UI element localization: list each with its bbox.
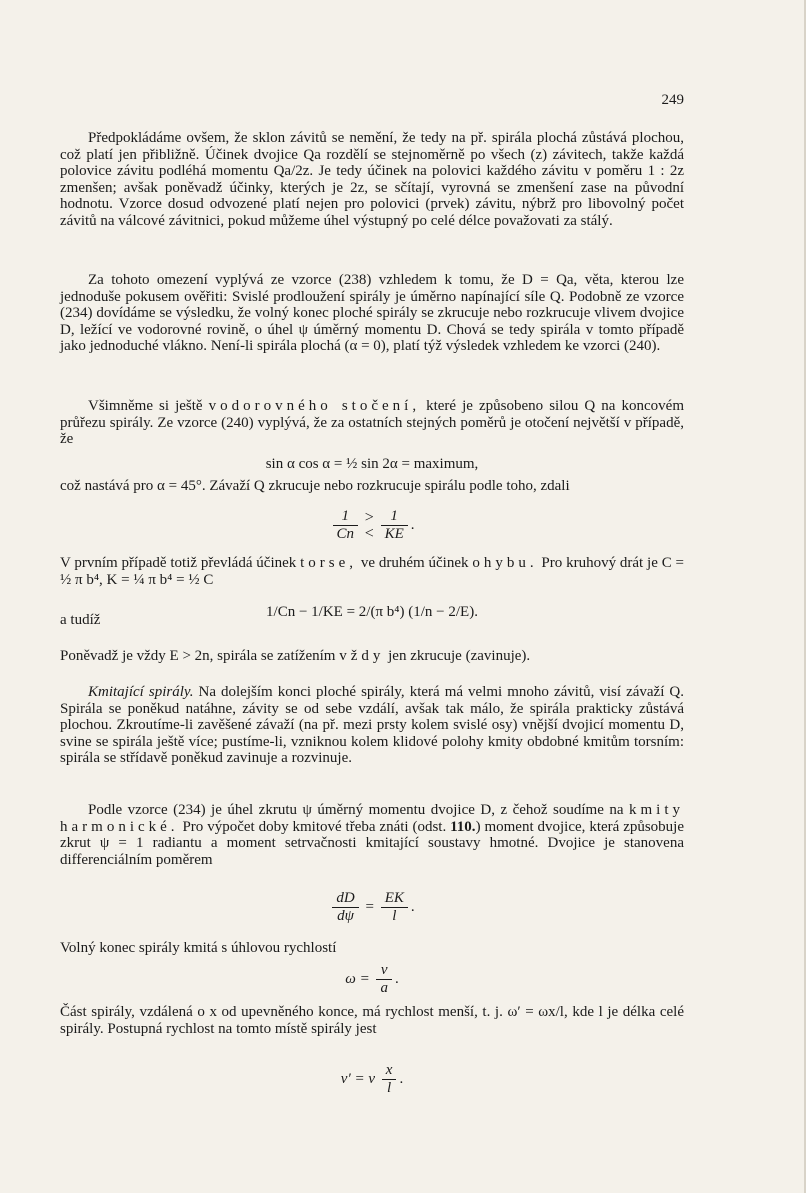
paragraph-9 [60,802,684,868]
numerator: EK [381,890,408,908]
numerator: x [382,1062,397,1080]
paragraph-7-end: jen zkrucuje (zavinuje). [388,648,531,664]
paragraph-8 [60,684,684,767]
equation-left: v′ = v [340,1070,376,1087]
paragraph-8-body: Na dolejším konci ploché spirály, která má velmi mnoho závitů, visí závaží Q. Spirála se poněkud natáhne, závity se od sebe vzdálí, avšak tak málo, že spirála prakticky zůstává plochou. Zkroutíme-li zavěšené závaží (na př. mezi prsty kolem svislé osy) vnější dvojicí momentu D, svine se spirála ještě více; pustíme-li, vzniknou kolem klidové polohy kmity obdobné kmitům torsním: spirála se střídavě poněkud zavinuje a rozvinuje. [60,684,684,767]
spaced-term-horizontal-twist: vodorovného stočení, [208,398,421,414]
numerator: 1 [333,508,359,526]
fraction-EK-l [381,890,408,925]
denominator: a [380,980,388,996]
paragraph-9-end: ) moment dvojice, která způsobuje zkrut ψ = 1 radiantu a moment setrvačnosti kmitající soustavy hmotné. Dvojice je stanovena differenciálním poměrem [60,818,685,868]
spaced-term-harmonic: kmity harmonické. [60,802,684,835]
spaced-term-always: vždy [339,648,385,664]
section-reference: 110. [450,818,476,835]
paragraph-11: Část spirály, vzdálená o x od upevněného konce, má rychlost menší, t. j. ω′ = ωx/l, kde l je délka celé spirály. Postupná rychlost na tomto místě spirály jest [60,1004,684,1037]
equation-left: ω = [345,970,370,987]
denominator: Cn [336,526,355,542]
equation-differential: $\frac{dD}{d\psi}$ = $\frac{EK}{l}$ . [60,890,684,925]
numerator: dD [332,890,358,908]
paragraph-5 [60,555,684,588]
numerator: v [376,962,392,980]
paragraph-7 [60,648,684,665]
numerator: 1 [381,508,408,526]
paragraph-9-mid: Pro výpočet doby kmitové třeba znáti (odst. [182,818,447,835]
page-number: 249 [661,92,684,108]
paragraph-1: Předpokládáme ovšem, že sklon závitů se nemění, že tedy na př. spirála plochá zůstává plochou, což platí jen přibližně. Účinek dvojice Qa rozdělí se stejnoměrně po všech (z) závitech, takže každá polovice závitu podléhá momentu Qa/2z. Je tedy účinek na polovici každého závitu v poměru 1 : 2z zmenšen; avšak poněvadž účinky, kterých je 2z, se sčítají, vyrovná se zmenšení zase na původní hodnotu. Vzorce dosud odvozené platí nejen pro polovici (prvek) závitu, nýbrž pro libovolný počet závitů na válcové závitnici, pokud můžeme úhel výstupný po celé délce považovati za stálý. [60,130,684,229]
fraction-1-over-cn [333,508,359,543]
paragraph-10: Volný konec spirály kmitá s úhlovou rychlostí [60,940,337,956]
equation-velocity: v′ = v $\frac{x}{l}$ . [340,1062,404,1096]
relation-symbols [365,510,374,542]
paragraph-9-start: Podle vzorce (234) je úhel zkrutu ψ úměrný momentu dvojice D, z čehož soudíme na [88,802,624,818]
less-than: < [364,524,374,542]
spaced-term-bending: ohybu. [472,555,538,571]
greater-than: > [364,508,374,526]
label-a-tudiz: a tudíž [60,612,101,628]
paragraph-2: Za tohoto omezení vyplývá ze vzorce (238) vzhledem k tomu, že D = Qa, věta, kterou lze jednoduše pokusem ověřiti: Svislé prodloužení spirály je úměrno napínající síle Q. Podobně ze vzorce (234) dovídáme se výsledku, že volný konec ploché spirály se zkrucuje nebo rozkrucuje vlivem dvojice D, ležící ve vodorovné rovině, o úhel ψ úměrný momentu D. Chová se tedy spirála v tomto případě jako jednoduché vlákno. Není-li spirála plochá (α = 0), platí týž výsledek vzhledem ke vzorci (240). [60,272,684,355]
paragraph-5-mid: ve druhém účinek [360,555,469,571]
spaced-term-torsion: torse, [300,555,358,571]
fraction-v-a [376,962,392,997]
section-heading-oscillating-spirals: Kmitající spirály. [88,684,194,700]
denominator: l [392,908,397,924]
fraction-x-l [382,1062,397,1097]
equation-maximum: sin α cos α = ½ sin 2α = maximum, [265,456,479,472]
paragraph-5-end: Pro kruhový drát je C = ½ π b⁴, K = ¼ π b⁴ = ½ C [60,555,684,588]
denominator: l [387,1080,392,1096]
fraction-dD-dpsi [332,890,358,925]
equation-difference: 1/Cn − 1/KE = 2/(π b⁴) (1/n − 2/E). [266,604,478,620]
fraction-1-over-ke [381,508,408,543]
paragraph-3-end: které je způsobeno silou Q na koncovém průřezu spirály. Ze vzorce (240) vyplývá, že za ostatních stejných poměrů je otočení největší v případě, že [60,398,684,448]
page [60,0,684,1193]
paragraph-3 [60,398,684,448]
paragraph-4: což nastává pro α = 45°. Závaží Q zkrucuje nebo rozkrucuje spirálu podle toho, zdali [60,478,570,494]
paragraph-5-start: V prvním případě totiž převládá účinek [60,555,297,571]
equation-inequality: $\frac{1}{Cn}$ > < $\frac{1}{KE}$ . [60,508,684,543]
paragraph-3-start: Všimněme si ještě [88,398,203,414]
equation-angular-velocity: ω = $\frac{v}{a}$ . [345,962,399,996]
denominator: KE [384,526,404,542]
paragraph-7-start: Poněvadž je vždy E > 2n, spirála se zatížením [60,648,336,664]
denominator: dψ [337,908,354,924]
